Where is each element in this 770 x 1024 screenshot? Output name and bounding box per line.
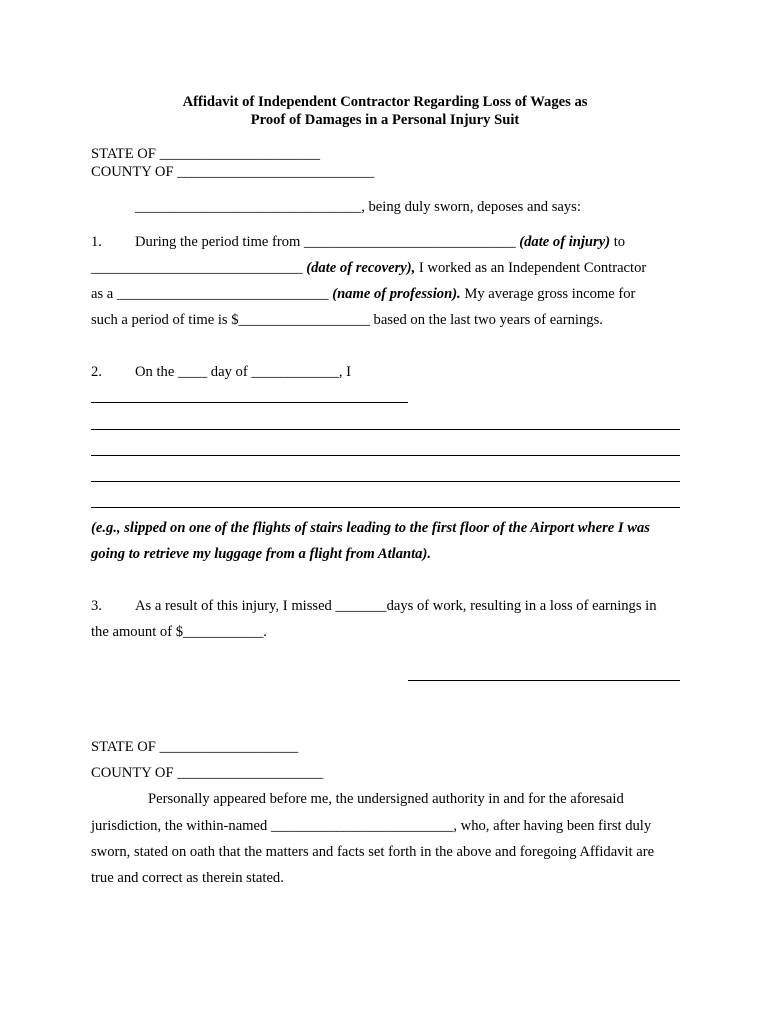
para1-line-2-tail: I worked as an Independent Contractor [415, 260, 647, 276]
name-of-profession-label: (name of profession). [332, 286, 461, 302]
para1-number: 1. [91, 234, 102, 250]
para1-line-2-blank: _____________________________ [91, 260, 307, 276]
state-line-bottom: STATE OF ___________________ [91, 739, 299, 755]
para1-line-3-tail: My average gross income for [460, 286, 636, 302]
jurat-line-1: Personally appeared before me, the undersigned authority in and for the aforesaid [148, 791, 624, 807]
title-line-1: Affidavit of Independent Contractor Regarding Loss of Wages as [182, 94, 588, 110]
para1-line-4: such a period of time is $__________________ based on the last two years of earnings. [91, 312, 603, 328]
para3-line-2: the amount of $___________. [91, 624, 267, 640]
jurat-line-2: jurisdiction, the within-named _________________________, who, after having been first duly [91, 818, 652, 834]
county-line-bottom: COUNTY OF ____________________ [91, 765, 324, 781]
deponent-line: _______________________________, being duly sworn, deposes and says: [135, 199, 581, 215]
signature-line [408, 680, 680, 681]
blank-line [91, 455, 680, 456]
jurat-line-4: true and correct as therein stated. [91, 870, 284, 886]
para1-line-3 [91, 286, 635, 303]
state-line-top: STATE OF ______________________ [91, 146, 321, 162]
para1-line-1 [135, 234, 625, 251]
jurat-line-3: sworn, stated on oath that the matters and facts set forth in the above and foregoing Affidavit are [91, 844, 655, 860]
para2-number: 2. [91, 364, 102, 380]
para1-line-1-tail: to [610, 234, 626, 250]
blank-line [91, 507, 680, 508]
example-line-2: going to retrieve my luggage from a flight from Atlanta). [91, 546, 431, 562]
county-line-top: COUNTY OF ___________________________ [91, 164, 375, 180]
date-of-recovery-label: (date of recovery), [306, 260, 416, 276]
blank-line [91, 481, 680, 482]
title-line-2: Proof of Damages in a Personal Injury Suit [250, 112, 520, 128]
para3-line-1: As a result of this injury, I missed _______days of work, resulting in a loss of earnings in [135, 598, 657, 614]
para1-line-3-text: as a _____________________________ [91, 286, 333, 302]
example-line-1: (e.g., slipped on one of the flights of stairs leading to the first floor of the Airport where I was [91, 520, 650, 536]
para1-line-2 [91, 260, 646, 277]
para1-line-1-text: During the period time from _____________________________ [135, 234, 520, 250]
date-of-injury-label: (date of injury) [519, 234, 611, 250]
blank-line [91, 429, 680, 430]
para3-number: 3. [91, 598, 102, 614]
para2-line-1: On the ____ day of ____________, I [135, 364, 352, 380]
blank-line [91, 402, 408, 403]
